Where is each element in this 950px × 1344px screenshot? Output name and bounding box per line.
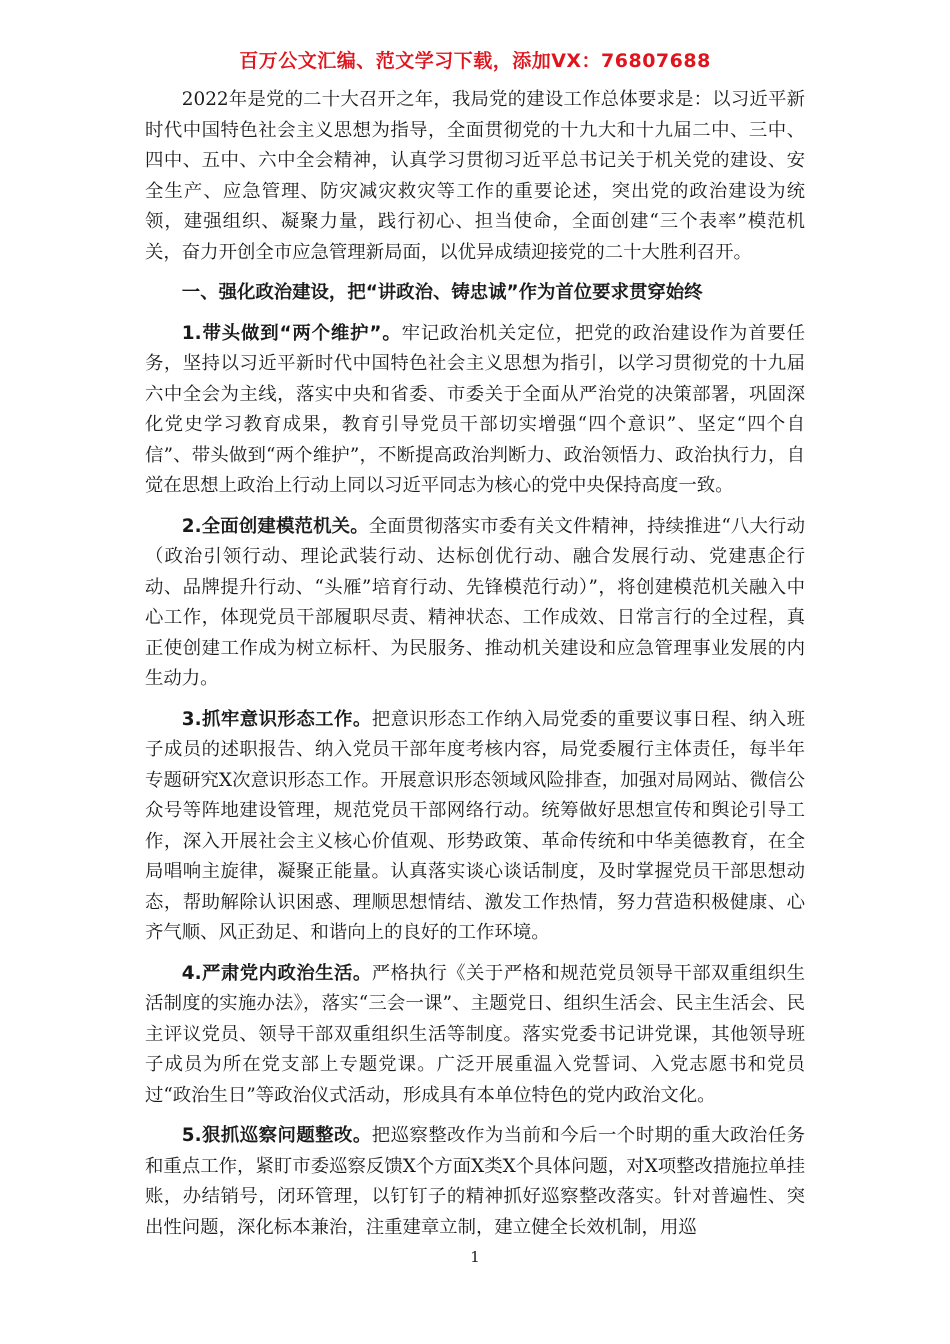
list-item <box>145 1121 805 1243</box>
item-title: 2.全面创建模范机关。 <box>181 515 369 537</box>
item-title: 3.抓牢意识形态工作。 <box>181 708 372 730</box>
item-body: 全面贯彻落实市委有关文件精神，持续推进“八大行动（政治引领行动、理论武装行动、达标创优行动、融合发展行动、党建惠企行动、品牌提升行动、“头雁”培育行动、先锋模范行动）”，将创建模范机关融入中心工作，体现党员干部履职尽责、精神状态、工作成效、日常言行的全过程，真正使创建工作成为树立标杆、为民服务、推动机关建设和应急管理事业发展的内生动力。 <box>145 515 805 689</box>
intro-paragraph: 2022年是党的二十大召开之年，我局党的建设工作总体要求是：以习近平新时代中国特色社会主义思想为指导，全面贯彻党的十九大和十九届二中、三中、四中、五中、六中全会精神，认真学习贯彻习近平总书记关于机关党的建设、安全生产、应急管理、防灾减灾救灾等工作的重要论述，突出党的政治建设为统领，建强组织、凝聚力量，践行初心、担当使命，全面创建“三个表率”模范机关，奋力开创全市应急管理新局面，以优异成绩迎接党的二十大胜利召开。 <box>145 89 805 263</box>
page-number: 1 <box>470 1248 480 1266</box>
item-title: 4.严肃党内政治生活。 <box>181 962 372 984</box>
section-heading: 一、强化政治建设，把“讲政治、铸忠诚”作为首位要求贯穿始终 <box>181 282 703 303</box>
item-body: 严格执行《关于严格和规范党员领导干部双重组织生活制度的实施办法》，落实“三会一课”、主题党日、组织生活会、民主生活会、民主评议党员、领导干部双重组织生活等制度。落实党委书记讲党课，其他领导班子成员为所在党支部上专题党课。广泛开展重温入党誓词、入党志愿书和党员过“政治生日”等政治仪式活动，形成具有本单位特色的党内政治文化。 <box>145 962 805 1106</box>
list-item <box>145 959 805 1112</box>
list-item <box>145 705 805 949</box>
list-item <box>145 512 805 695</box>
item-title: 5.狠抓巡察问题整改。 <box>181 1125 372 1146</box>
header-banner: 百万公文汇编、范文学习下载，添加VX：76807688 <box>239 50 711 72</box>
item-body: 牢记政治机关定位，把党的政治建设作为首要任务，坚持以习近平新时代中国特色社会主义思想为指引，以学习贯彻党的十九届六中全会为主线，落实中央和省委、市委关于全面从严治党的决策部署，巩固深化党史学习教育成果，教育引导党员干部切实增强“四个意识”、坚定“四个自信”、带头做到“两个维护”，不断提高政治判断力、政治领悟力、政治执行力，自觉在思想上政治上行动上同以习近平同志为核心的党中央保持高度一致。 <box>145 322 805 496</box>
list-item <box>145 319 805 502</box>
item-title: 1.带头做到“两个维护”。 <box>181 322 402 344</box>
item-body: 把意识形态工作纳入局党委的重要议事日程、纳入班子成员的述职报告、纳入党员干部年度考核内容，局党委履行主体责任，每半年专题研究X次意识形态工作。开展意识形态领域风险排查，加强对局网站、微信公众号等阵地建设管理，规范党员干部网络行动。统筹做好思想宣传和舆论引导工作，深入开展社会主义核心价值观、形势政策、革命传统和中华美德教育，在全局唱响主旋律，凝聚正能量。认真落实谈心谈话制度，及时掌握党员干部思想动态，帮助解除认识困惑、理顺思想情结、激发工作热情，努力营造积极健康、心齐气顺、风正劲足、和谐向上的良好的工作环境。 <box>145 708 805 943</box>
document-body <box>145 85 805 1253</box>
item-body: 把巡察整改作为当前和今后一个时期的重大政治任务和重点工作，紧盯市委巡察反馈X个方面X类X个具体问题，对X项整改措施拉单挂账，办结销号，闭环管理，以钉钉子的精神抓好巡察整改落实。针对普遍性、突出性问题，深化标本兼治，注重建章立制，建立健全长效机制，用巡 <box>145 1125 805 1238</box>
